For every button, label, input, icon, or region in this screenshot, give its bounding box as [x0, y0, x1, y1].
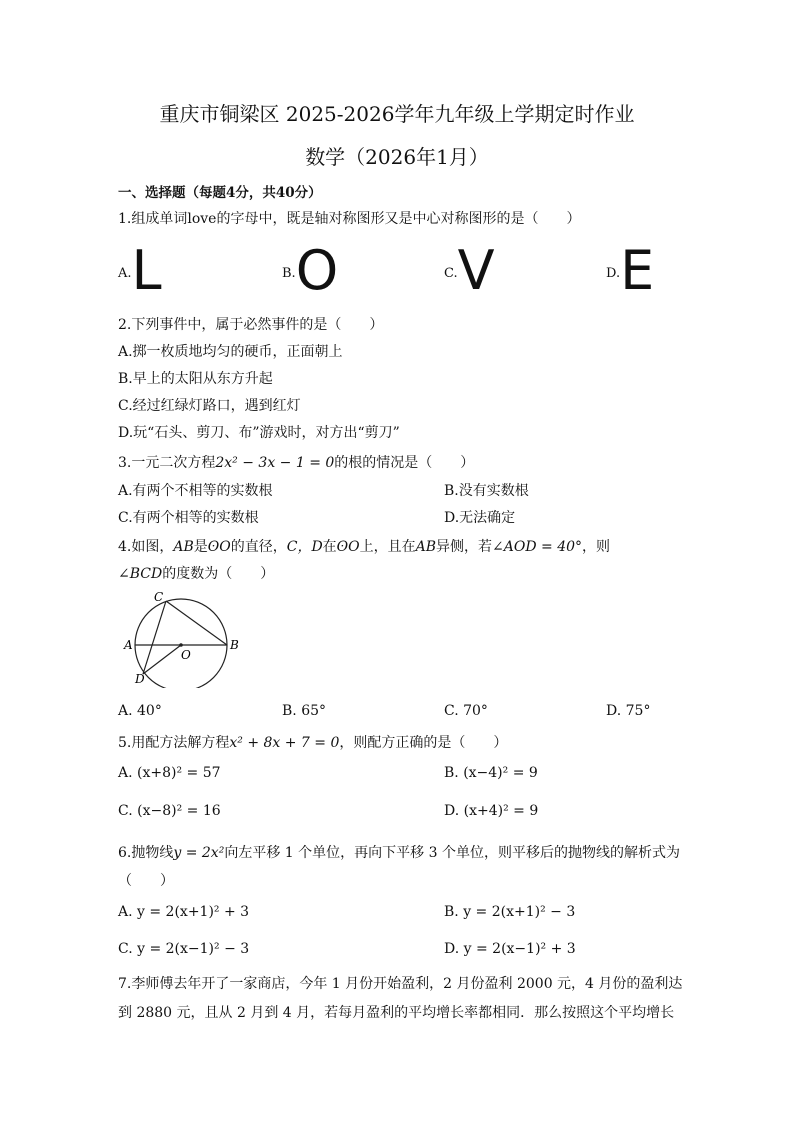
- question-7-stem-line1: 7.李师傅去年开了一家商店，今年 1 月份开始盈利，2 月份盈利 2000 元，4 月份的盈利达: [118, 976, 683, 992]
- question-5-option-c: C. (x−8)² = 16: [118, 803, 221, 819]
- question-2-option-b: B.早上的太阳从东方升起: [118, 371, 273, 387]
- page-subtitle: 数学（2026年1月）: [305, 145, 489, 169]
- question-2-option-c: C.经过红绿灯路口，遇到红灯: [118, 398, 301, 414]
- question-1-option-b: [282, 239, 339, 302]
- question-4-option-c: C. 70°: [444, 703, 488, 719]
- question-6-option-d: D. y = 2(x−1)² + 3: [444, 941, 576, 957]
- question-3-option-a: A.有两个不相等的实数根: [118, 483, 273, 499]
- question-6-option-c: C. y = 2(x−1)² − 3: [118, 941, 250, 957]
- question-2-option-d: D.玩“石头、剪刀、布”游戏时，对方出“剪刀”: [118, 425, 400, 441]
- question-2-option-a: A.掷一枚质地均匀的硬币，正面朝上: [118, 344, 343, 360]
- question-6-option-b: B. y = 2(x+1)² − 3: [444, 904, 576, 920]
- question-2-stem: 2.下列事件中，属于必然事件的是（ ）: [118, 317, 384, 333]
- chord-cb: [166, 601, 227, 645]
- question-3-stem: [118, 452, 474, 472]
- stem-text: 6.抛物线: [118, 845, 174, 861]
- stem-text: 是: [193, 539, 208, 555]
- question-6-stem-line2: （ ）: [118, 873, 174, 889]
- question-7-stem-line2: 到 2880 元，且从 2 月到 4 月，若每月盈利的平均增长率都相同．那么按照这个平均增长: [118, 1005, 675, 1021]
- stem-text: ，则: [582, 539, 611, 555]
- page-title: 重庆市铜梁区 2025-2026学年九年级上学期定时作业: [159, 102, 635, 126]
- stem-text: 异侧，若: [436, 539, 493, 555]
- segment-label: AB: [415, 539, 437, 555]
- question-3-option-c: C.有两个相等的实数根: [118, 510, 259, 526]
- question-4-option-b: B. 65°: [282, 703, 327, 719]
- center-point: [179, 643, 183, 647]
- question-4-stem-line2: [118, 563, 274, 583]
- stem-text: 的度数为（ ）: [162, 566, 275, 582]
- option-label: C.: [444, 266, 458, 281]
- label-d: D: [135, 672, 145, 686]
- option-label: D.: [606, 266, 621, 281]
- question-4-option-d: D. 75°: [606, 703, 651, 719]
- label-b: B: [230, 638, 239, 652]
- equation: 2x² − 3x − 1 = 0: [215, 455, 335, 471]
- equation: x² + 8x + 7 = 0: [229, 735, 340, 751]
- stem-text: ，则配方正确的是（ ）: [339, 735, 508, 751]
- stem-text: 5.用配方法解方程: [118, 735, 230, 751]
- question-1-option-d: [606, 239, 655, 302]
- stem-text: 4.如图，: [118, 539, 174, 555]
- question-3-option-b: B.没有实数根: [444, 483, 529, 499]
- question-5-stem: [118, 732, 507, 752]
- equation: y = 2x²: [173, 845, 225, 861]
- letter-glyph: L: [131, 239, 162, 302]
- circle-figure: [118, 588, 248, 688]
- question-1-option-a: [118, 239, 162, 302]
- letter-glyph: O: [295, 239, 339, 302]
- stem-text: 3.一元二次方程: [118, 455, 216, 471]
- label-o: O: [181, 648, 191, 662]
- letter-glyph: V: [457, 239, 495, 302]
- stem-text: 向左平移 1 个单位，再向下平移 3 个单位，则平移后的抛物线的解析式为: [224, 845, 680, 861]
- question-6-stem: [118, 842, 680, 862]
- section-heading: 一、选择题（每题4分，共40分）: [118, 185, 322, 201]
- label-a: A: [124, 638, 133, 652]
- circle-symbol: ʘO: [207, 539, 231, 555]
- stem-text: 上，且在: [359, 539, 416, 555]
- question-5-option-b: B. (x−4)² = 9: [444, 765, 538, 781]
- point-labels: C，D: [286, 539, 323, 555]
- question-4-stem-line1: [118, 536, 610, 556]
- question-3-option-d: D.无法确定: [444, 510, 516, 526]
- segment-label: AB: [173, 539, 194, 555]
- stem-text: 的直径，: [230, 539, 287, 555]
- question-5-option-d: D. (x+4)² = 9: [444, 803, 539, 819]
- chord-cd: [143, 601, 166, 674]
- radius-od: [143, 645, 181, 674]
- stem-text: 在: [322, 539, 337, 555]
- question-4-option-a: A. 40°: [118, 703, 162, 719]
- question-5-option-a: A. (x+8)² = 57: [118, 765, 221, 781]
- stem-text: 的根的情况是（ ）: [334, 455, 475, 471]
- option-label: A.: [118, 266, 132, 281]
- angle-asked: ∠BCD: [118, 566, 163, 582]
- circle-symbol: ʘO: [336, 539, 360, 555]
- question-1-option-c: [444, 239, 495, 302]
- letter-glyph: E: [620, 239, 655, 302]
- option-label: B.: [282, 266, 296, 281]
- angle-given: ∠AOD = 40°: [492, 539, 583, 555]
- question-1-stem: 1.组成单词love的字母中，既是轴对称图形又是中心对称图形的是（ ）: [118, 211, 581, 227]
- question-6-option-a: A. y = 2(x+1)² + 3: [118, 904, 250, 920]
- label-c: C: [154, 590, 164, 604]
